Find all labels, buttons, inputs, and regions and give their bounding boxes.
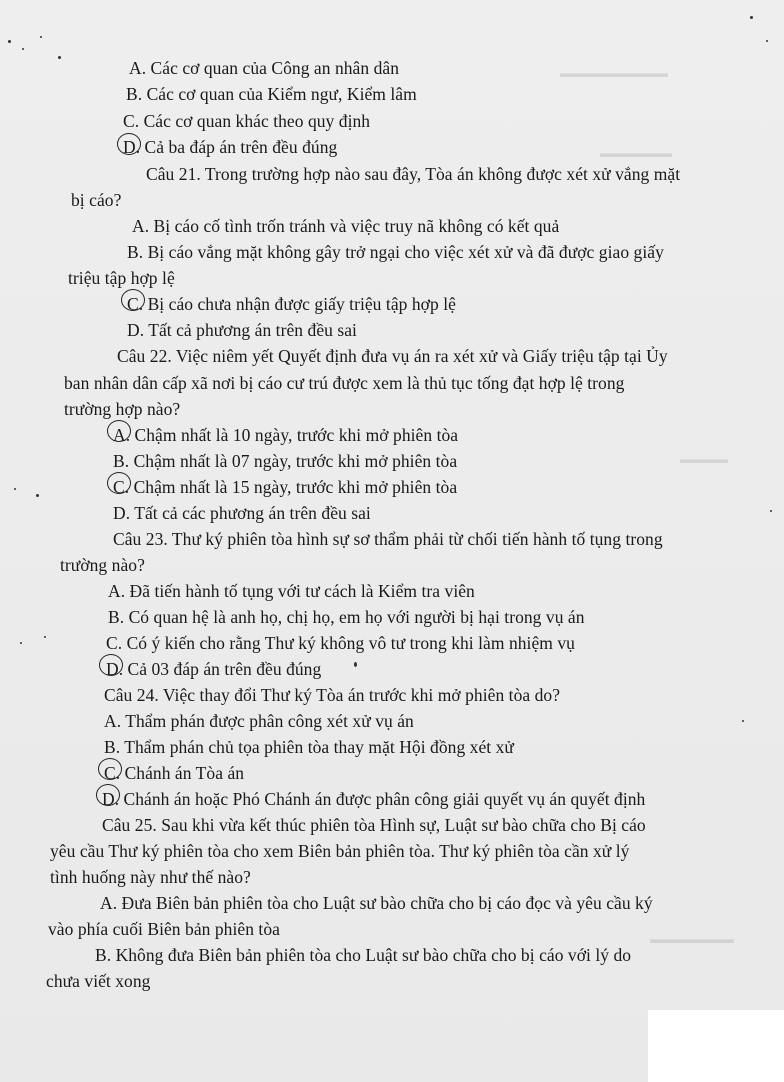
answer-option: C. Các cơ quan khác theo quy định bbox=[123, 111, 371, 131]
answer-option: B. Bị cáo vắng mặt không gây trở ngại cho việc xét xử và đã được giao giấy bbox=[127, 242, 664, 262]
scan-speck bbox=[22, 48, 24, 50]
answer-option: A. Chậm nhất là 10 ngày, trước khi mở phiên tòa bbox=[113, 425, 459, 445]
handwritten-circle-mark bbox=[98, 758, 122, 780]
scan-speck bbox=[8, 40, 11, 43]
answer-option: C. Chánh án Tòa án bbox=[104, 763, 245, 783]
answer-option: C. Chậm nhất là 15 ngày, trước khi mở phiên tòa bbox=[113, 477, 458, 497]
answer-option-cont: vào phía cuối Biên bản phiên tòa bbox=[48, 919, 280, 939]
question-22-cont: trường hợp nào? bbox=[64, 399, 181, 419]
scan-speck bbox=[770, 510, 772, 512]
scan-speck bbox=[20, 642, 22, 644]
answer-option: D. Tất cả các phương án trên đều sai bbox=[113, 503, 371, 523]
scan-speck bbox=[40, 36, 42, 38]
answer-option: A. Các cơ quan của Công an nhân dân bbox=[129, 58, 400, 78]
scan-speck bbox=[750, 16, 753, 19]
answer-option: D. Chánh án hoặc Phó Chánh án được phân công giải quyết vụ án quyết định bbox=[102, 789, 646, 809]
scan-blank-corner bbox=[648, 1010, 784, 1082]
answer-option: B. Các cơ quan của Kiểm ngư, Kiểm lâm bbox=[126, 84, 417, 104]
question-22: Câu 22. Việc niêm yết Quyết định đưa vụ án ra xét xử và Giấy triệu tập tại Ủy bbox=[117, 346, 668, 366]
show-through-text: ▬▬▬▬ bbox=[680, 452, 728, 466]
scan-speck bbox=[58, 56, 61, 59]
question-23: Câu 23. Thư ký phiên tòa hình sự sơ thẩm phải từ chối tiến hành tố tụng trong bbox=[113, 529, 663, 549]
answer-option: B. Có quan hệ là anh họ, chị họ, em họ với người bị hại trong vụ án bbox=[108, 607, 585, 627]
answer-option: A. Thẩm phán được phân công xét xử vụ án bbox=[104, 711, 414, 731]
answer-option: A. Đưa Biên bản phiên tòa cho Luật sư bào chữa cho bị cáo đọc và yêu cầu ký bbox=[100, 893, 653, 913]
handwritten-circle-mark bbox=[99, 654, 123, 676]
scan-speck bbox=[44, 636, 46, 638]
scan-speck bbox=[766, 40, 768, 42]
scan-speck bbox=[14, 488, 16, 490]
answer-option: A. Bị cáo cố tình trốn tránh và việc truy nã không có kết quả bbox=[132, 216, 560, 236]
question-21-cont: bị cáo? bbox=[71, 190, 122, 210]
answer-option: D. Cả ba đáp án trên đều đúng bbox=[123, 137, 338, 157]
question-25: Câu 25. Sau khi vừa kết thúc phiên tòa Hình sự, Luật sư bào chữa cho Bị cáo bbox=[102, 815, 646, 835]
show-through-text: ▬▬▬▬▬▬ bbox=[600, 146, 672, 160]
answer-option: C. Bị cáo chưa nhận được giấy triệu tập hợp lệ bbox=[127, 294, 456, 314]
answer-option: D. Cả 03 đáp án trên đều đúng bbox=[106, 659, 322, 679]
answer-option: B. Thẩm phán chủ tọa phiên tòa thay mặt Hội đồng xét xử bbox=[104, 737, 514, 757]
question-23-cont: trường nào? bbox=[60, 555, 145, 575]
answer-option-cont: chưa viết xong bbox=[46, 971, 151, 991]
question-25-cont: yêu cầu Thư ký phiên tòa cho xem Biên bản phiên tòa. Thư ký phiên tòa cần xử lý bbox=[50, 841, 630, 861]
answer-option-cont: triệu tập hợp lệ bbox=[68, 268, 175, 288]
show-through-text: ▬▬▬▬▬▬▬ bbox=[650, 932, 734, 946]
handwritten-circle-mark bbox=[117, 133, 141, 155]
scan-speck bbox=[354, 662, 357, 667]
answer-option: B. Không đưa Biên bản phiên tòa cho Luật sư bào chữa cho bị cáo với lý do bbox=[95, 945, 632, 965]
answer-option: D. Tất cả phương án trên đều sai bbox=[127, 320, 357, 340]
answer-option: C. Có ý kiến cho rằng Thư ký không vô tư trong khi làm nhiệm vụ bbox=[106, 633, 575, 653]
question-25-cont: tình huống này như thế nào? bbox=[50, 867, 251, 887]
handwritten-circle-mark bbox=[107, 472, 131, 494]
show-through-text: ▬▬▬▬▬▬▬▬▬ bbox=[560, 66, 668, 80]
question-24: Câu 24. Việc thay đổi Thư ký Tòa án trước khi mở phiên tòa do? bbox=[104, 685, 561, 705]
question-21: Câu 21. Trong trường hợp nào sau đây, Tòa án không được xét xử vắng mặt bbox=[146, 164, 681, 184]
handwritten-circle-mark bbox=[121, 289, 145, 311]
scan-speck bbox=[742, 720, 744, 722]
scan-speck bbox=[36, 494, 39, 497]
answer-option: A. Đã tiến hành tố tụng với tư cách là Kiểm tra viên bbox=[108, 581, 475, 601]
answer-option: B. Chậm nhất là 07 ngày, trước khi mở phiên tòa bbox=[113, 451, 458, 471]
handwritten-circle-mark bbox=[107, 420, 131, 442]
question-22-cont: ban nhân dân cấp xã nơi bị cáo cư trú được xem là thủ tục tống đạt hợp lệ trong bbox=[64, 373, 625, 393]
handwritten-circle-mark bbox=[96, 784, 120, 806]
